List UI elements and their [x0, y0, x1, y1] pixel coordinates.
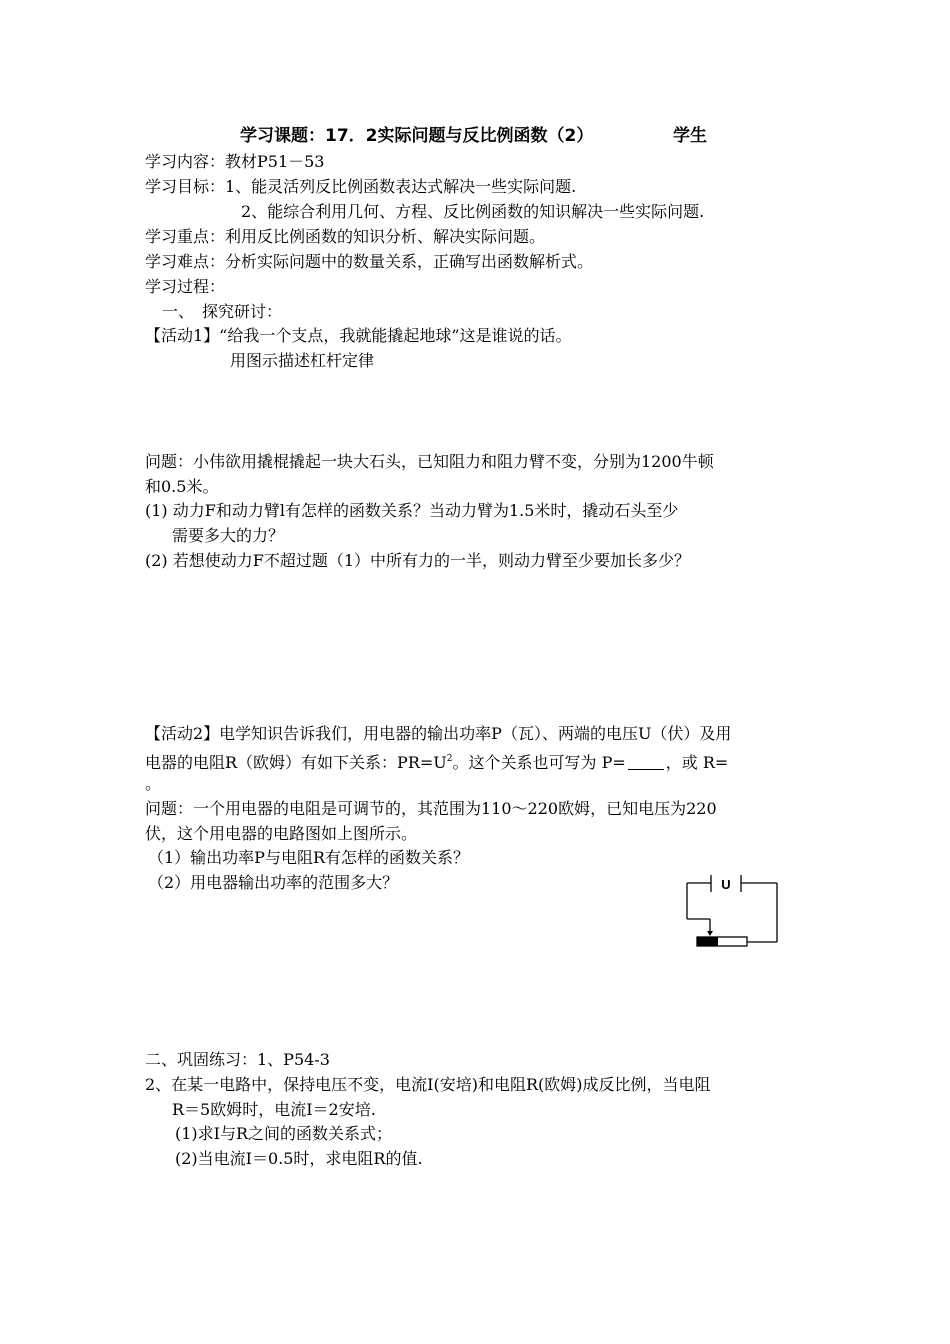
activity1-q1-l2: 需要多大的力？ [172, 526, 285, 545]
activity1-title: 【活动1】“给我一个支点，我就能撬起地球”这是谁说的话。 [145, 326, 572, 345]
circuit-diagram [684, 874, 784, 950]
exercise2-l2: R＝5欧姆时，电流I＝2安培. [172, 1100, 376, 1119]
activity2-l2-formula: 。这个关系也可写为 P= [452, 753, 626, 772]
resistor-fill [697, 937, 718, 946]
study-content: 学习内容：教材P51－53 [145, 152, 325, 171]
key-point: 学习重点：利用反比例函数的知识分析、解决实际问题。 [145, 227, 546, 246]
study-goal-1: 学习目标：1、能灵活列反比例函数表达式解决一些实际问题. [145, 177, 577, 196]
activity1-problem-l1: 问题：小伟欲用撬棍撬起一块大石头，已知阻力和阻力臂不变，分别为1200牛顿 [145, 452, 714, 471]
activity1-q1-l1: (1) 动力F和动力臂l有怎样的函数关系？当动力臂为1.5米时，撬动石头至少 [145, 501, 679, 520]
answer-blank [628, 753, 664, 770]
process-label: 学习过程： [145, 277, 226, 296]
difficulty: 学习难点：分析实际问题中的数量关系，正确写出函数解析式。 [145, 252, 594, 271]
student-label: 学生 [673, 126, 707, 146]
activity1-subtitle: 用图示描述杠杆定律 [230, 351, 375, 370]
activity2-l1: 【活动2】电学知识告诉我们，用电器的输出功率P（瓦）、两端的电压U（伏）及用 [145, 724, 732, 743]
activity2-l2 [145, 747, 728, 775]
activity2-l2-or: ，或 R= [665, 753, 729, 772]
section2-heading: 二、巩固练习：1、P54-3 [145, 1050, 330, 1069]
exercise2-part1: (1)求I与R之间的函数关系式； [175, 1124, 393, 1143]
exercise2-l1: 2、在某一电路中，保持电压不变，电流I(安培)和电阻R(欧姆)成反比例，当电阻 [145, 1075, 711, 1094]
activity1-problem-l2: 和0.5米。 [145, 477, 219, 496]
page-title: 学习课题：17．2实际问题与反比例函数（2） [240, 126, 594, 146]
exercise2-part2: (2)当电流I＝0.5时，求电阻R的值. [175, 1149, 423, 1168]
activity2-problem-l1: 问题：一个用电器的电阻是可调节的，其范围为110～220欧姆，已知电压为220 [145, 799, 717, 818]
activity2-q1: （1）输出功率P与电阻R有怎样的函数关系？ [148, 848, 469, 867]
section1-heading: 一、 探究研讨： [162, 302, 283, 321]
activity2-problem-l2: 伏，这个用电器的电路图如上图所示。 [145, 824, 418, 843]
exponent-2: 2 [446, 754, 453, 764]
slider-arrow [707, 931, 713, 936]
study-goal-2: 2、能综合利用几何、方程、反比例函数的知识解决一些实际问题. [241, 202, 705, 221]
activity1-q2: (2) 若想使动力F不超过题（1）中所有力的一半，则动力臂至少要加长多少？ [145, 551, 691, 570]
voltage-label: U [721, 877, 731, 892]
activity2-q2: （2）用电器输出功率的范围多大？ [148, 873, 399, 892]
activity2-l2-text: 电器的电阻R（欧姆）有如下关系：PR=U [145, 753, 447, 772]
activity2-l3: 。 [145, 774, 162, 793]
